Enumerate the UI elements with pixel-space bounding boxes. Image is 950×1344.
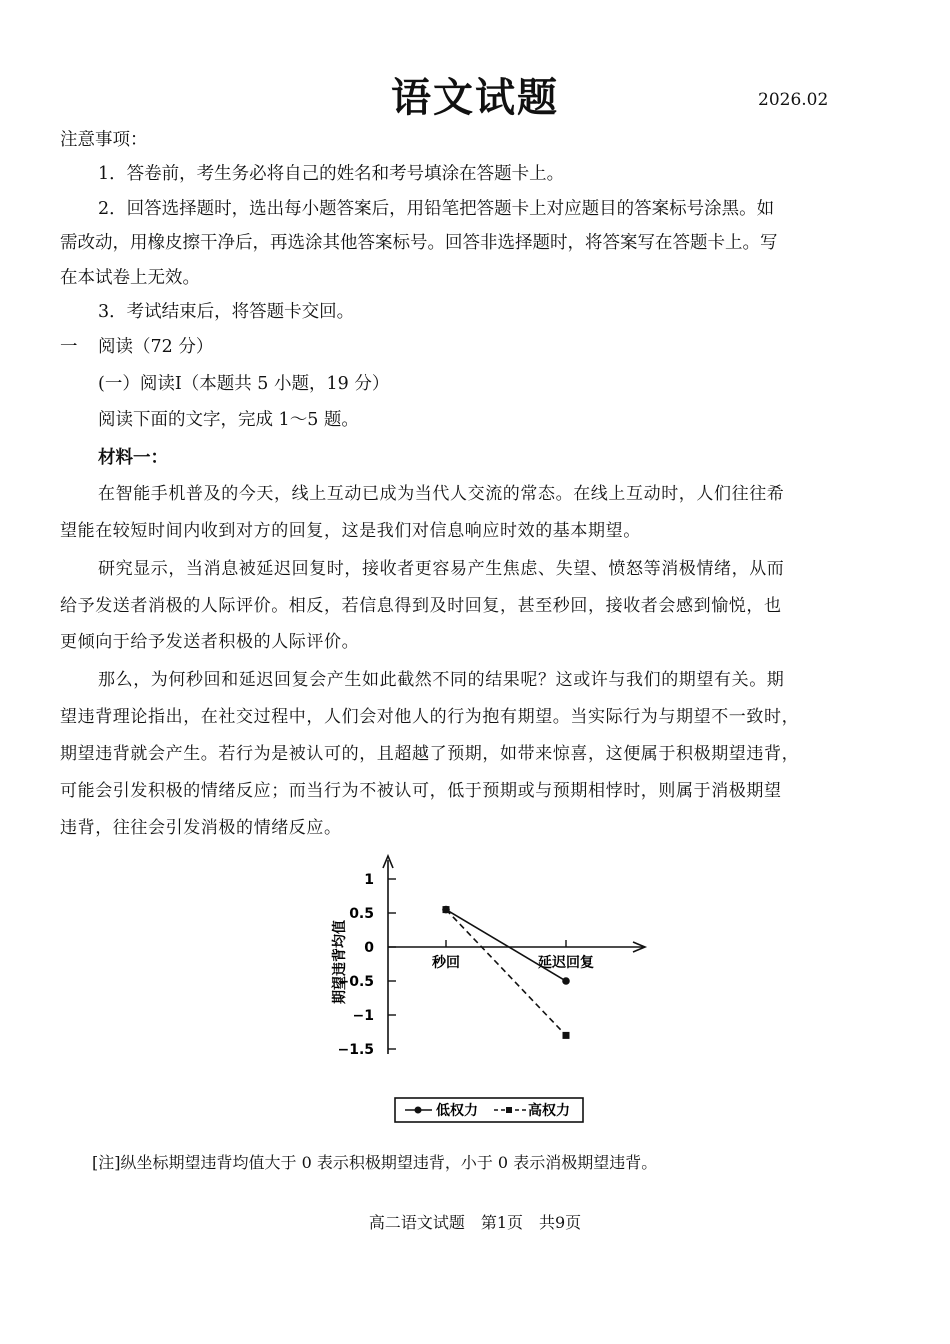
section-number: 一: [60, 337, 78, 357]
passage-p3-line1: 那么，为何秒回和延迟回复会产生如此截然不同的结果呢？这或许与我们的期望有关。期: [98, 670, 785, 690]
passage-p2-line1: 研究显示，当消息被延迟回复时，接收者更容易产生焦虑、失望、愤怒等消极情绪，从而: [98, 559, 785, 579]
sub-section-heading: (一）阅读I（本题共 5 小题，19 分）: [98, 374, 390, 394]
passage-p1-line1: 在智能手机普及的今天，线上互动已成为当代人交流的常态。在线上互动时，人们往往希: [98, 484, 785, 504]
passage-p2-line2: 给予发送者消极的人际评价。相反，若信息得到及时回复，甚至秒回，接收者会感到愉悦，也: [60, 596, 782, 616]
passage-p3-line5: 违背，往往会引发消极的情绪反应。: [60, 818, 342, 838]
reading-instruction: 阅读下面的文字，完成 1～5 题。: [98, 410, 359, 430]
legend-marker-circle: [415, 1107, 422, 1114]
notice-item-2-line3: 在本试卷上无效。: [60, 268, 200, 288]
x-category-label: 延迟回复: [538, 955, 594, 971]
chart-legend: [395, 1098, 583, 1122]
series-line-high-power: [446, 910, 566, 1036]
notice-item-1: 1．答卷前，考生务必将自己的姓名和考号填涂在答题卡上。: [98, 164, 565, 184]
chart-note: [注]纵坐标期望违背均值大于 0 表示积极期望违背，小于 0 表示消极期望违背。: [92, 1153, 658, 1172]
passage-p1-line2: 望能在较短时间内收到对方的回复，这是我们对信息响应时效的基本期望。: [60, 521, 641, 541]
data-point-circle: [562, 977, 570, 985]
notice-heading: 注意事项：: [60, 130, 148, 150]
passage-p2-line3: 更倾向于给予发送者积极的人际评价。: [60, 632, 360, 652]
passage-p3-line3: 期望违背就会产生。若行为是被认可的，且超越了预期，如带来惊喜，这便属于积极期望违背，: [60, 744, 800, 764]
section-heading: 阅读（72 分）: [98, 337, 214, 357]
legend-marker-square: [506, 1107, 512, 1113]
y-tick-label: −1.5: [337, 1042, 374, 1058]
y-tick-label: 0.5: [349, 906, 374, 922]
y-tick-label: −0.5: [337, 974, 374, 990]
notice-item-2-line1: 2．回答选择题时，选出每小题答案后，用铅笔把答题卡上对应题目的答案标号涂黑。如: [98, 199, 775, 219]
chart-y-axis-label: 期望违背均值: [332, 920, 348, 1004]
data-point-square: [443, 906, 450, 913]
series-line-low-power: [446, 910, 566, 981]
notice-item-2-line2: 需改动，用橡皮擦干净后，再选涂其他答案标号。回答非选择题时，将答案写在答题卡上。写: [60, 233, 778, 253]
chart-x-categories: [431, 940, 594, 971]
y-tick-label: −1: [352, 1008, 374, 1024]
x-category-label: 秒回: [432, 955, 460, 971]
passage-p3-line4: 可能会引发积极的情绪反应；而当行为不被认可，低于预期或与预期相悖时，则属于消极期望: [60, 781, 782, 801]
notice-item-3: 3．考试结束后，将答题卡交回。: [98, 302, 355, 322]
data-point-square: [563, 1032, 570, 1039]
legend-label-low-power: 低权力: [436, 1103, 478, 1119]
y-tick-label: 0: [364, 940, 374, 956]
material-label: 材料一：: [98, 448, 168, 468]
page-title: 语文试题: [391, 74, 559, 121]
passage-p3-line2: 望违背理论指出，在社交过程中，人们会对他人的行为抱有期望。当实际行为与期望不一致时，: [60, 707, 800, 727]
legend-label-high-power: 高权力: [528, 1103, 570, 1119]
exam-date: 2026.02: [758, 90, 829, 110]
chart-axes: [383, 856, 645, 1054]
page-footer: 高二语文试题 第1页 共9页: [368, 1213, 582, 1232]
chart-series: [442, 906, 570, 1039]
y-tick-label: 1: [364, 872, 374, 888]
